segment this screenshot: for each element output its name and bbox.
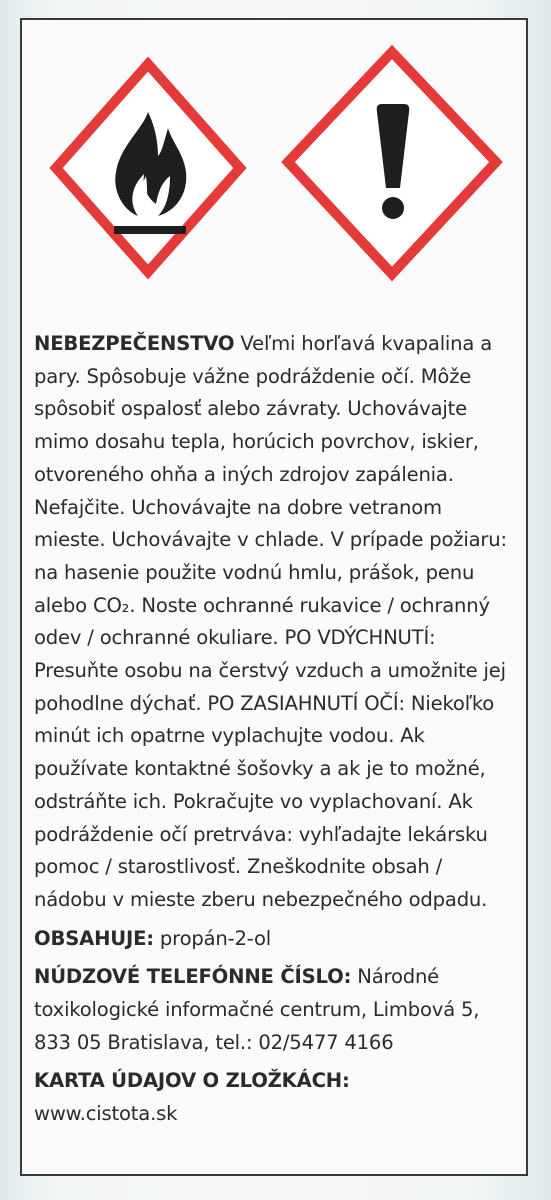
contains-label: OBSAHUJE: xyxy=(34,926,154,950)
safety-sheet-url[interactable]: www.cistota.sk xyxy=(34,1102,178,1126)
emergency-value: Národné toxikologické informačné centrum, Limbová 5, 833 05 Bratislava, tel.: 02/5477 4166 xyxy=(34,965,480,1054)
safety-sheet-section xyxy=(34,1065,516,1098)
signal-word: NEBEZPEČENSTVO xyxy=(34,332,235,355)
exclamation-pictogram-icon xyxy=(278,42,506,286)
product-label xyxy=(20,18,528,1176)
hazard-text: Veľmi horľavá kvapalina a pary. Spôsobuje vážne podráždenie očí. Môže spôsobiť ospalosť alebo závraty. Uchovávajte mimo dosahu tepla, horúcich povrchov, iskier, otvoreného ohňa a iných zdrojov zapálenia. Nefajčite. Uchovávajte na dobre vetranom mieste. Uchovávajte v chlade. V prípade požiaru: na hasenie použite vodnú hmlu, prášok, penu alebo CO₂. Noste ochranné rukavice / ochranný odev / ochranné okuliare. PO VDÝCHNUTÍ: Presuňte osobu na čerstvý vzduch a umožnite jej pohodlne dýchať. PO ZASIAHNUTÍ OČÍ: Niekoľko minút ich opatrne vyplachujte vodou. Ak používate kontaktné šošovky a ak je to možné, odstráňte ich. Pokračujte vo vyplachovaní. Ak podráždenie očí pretrváva: vyhľadajte lekársku pomoc / starostlivosť. Zneškodnite obsah / nádobu v mieste zberu nebezpečného odpadu. xyxy=(34,332,507,911)
contains-value: propán-2-ol xyxy=(159,926,272,950)
emergency-label: NÚDZOVÉ TELEFÓNNE ČÍSLO: xyxy=(34,965,352,989)
hazard-statements xyxy=(34,328,516,917)
label-text xyxy=(34,328,516,1131)
hazard-pictograms xyxy=(22,20,526,300)
emergency-section xyxy=(34,961,516,1059)
safety-sheet-label: KARTA ÚDAJOV O ZLOŽKÁCH: xyxy=(34,1069,350,1093)
flame-pictogram-icon xyxy=(46,54,250,282)
contains-section xyxy=(34,923,516,956)
